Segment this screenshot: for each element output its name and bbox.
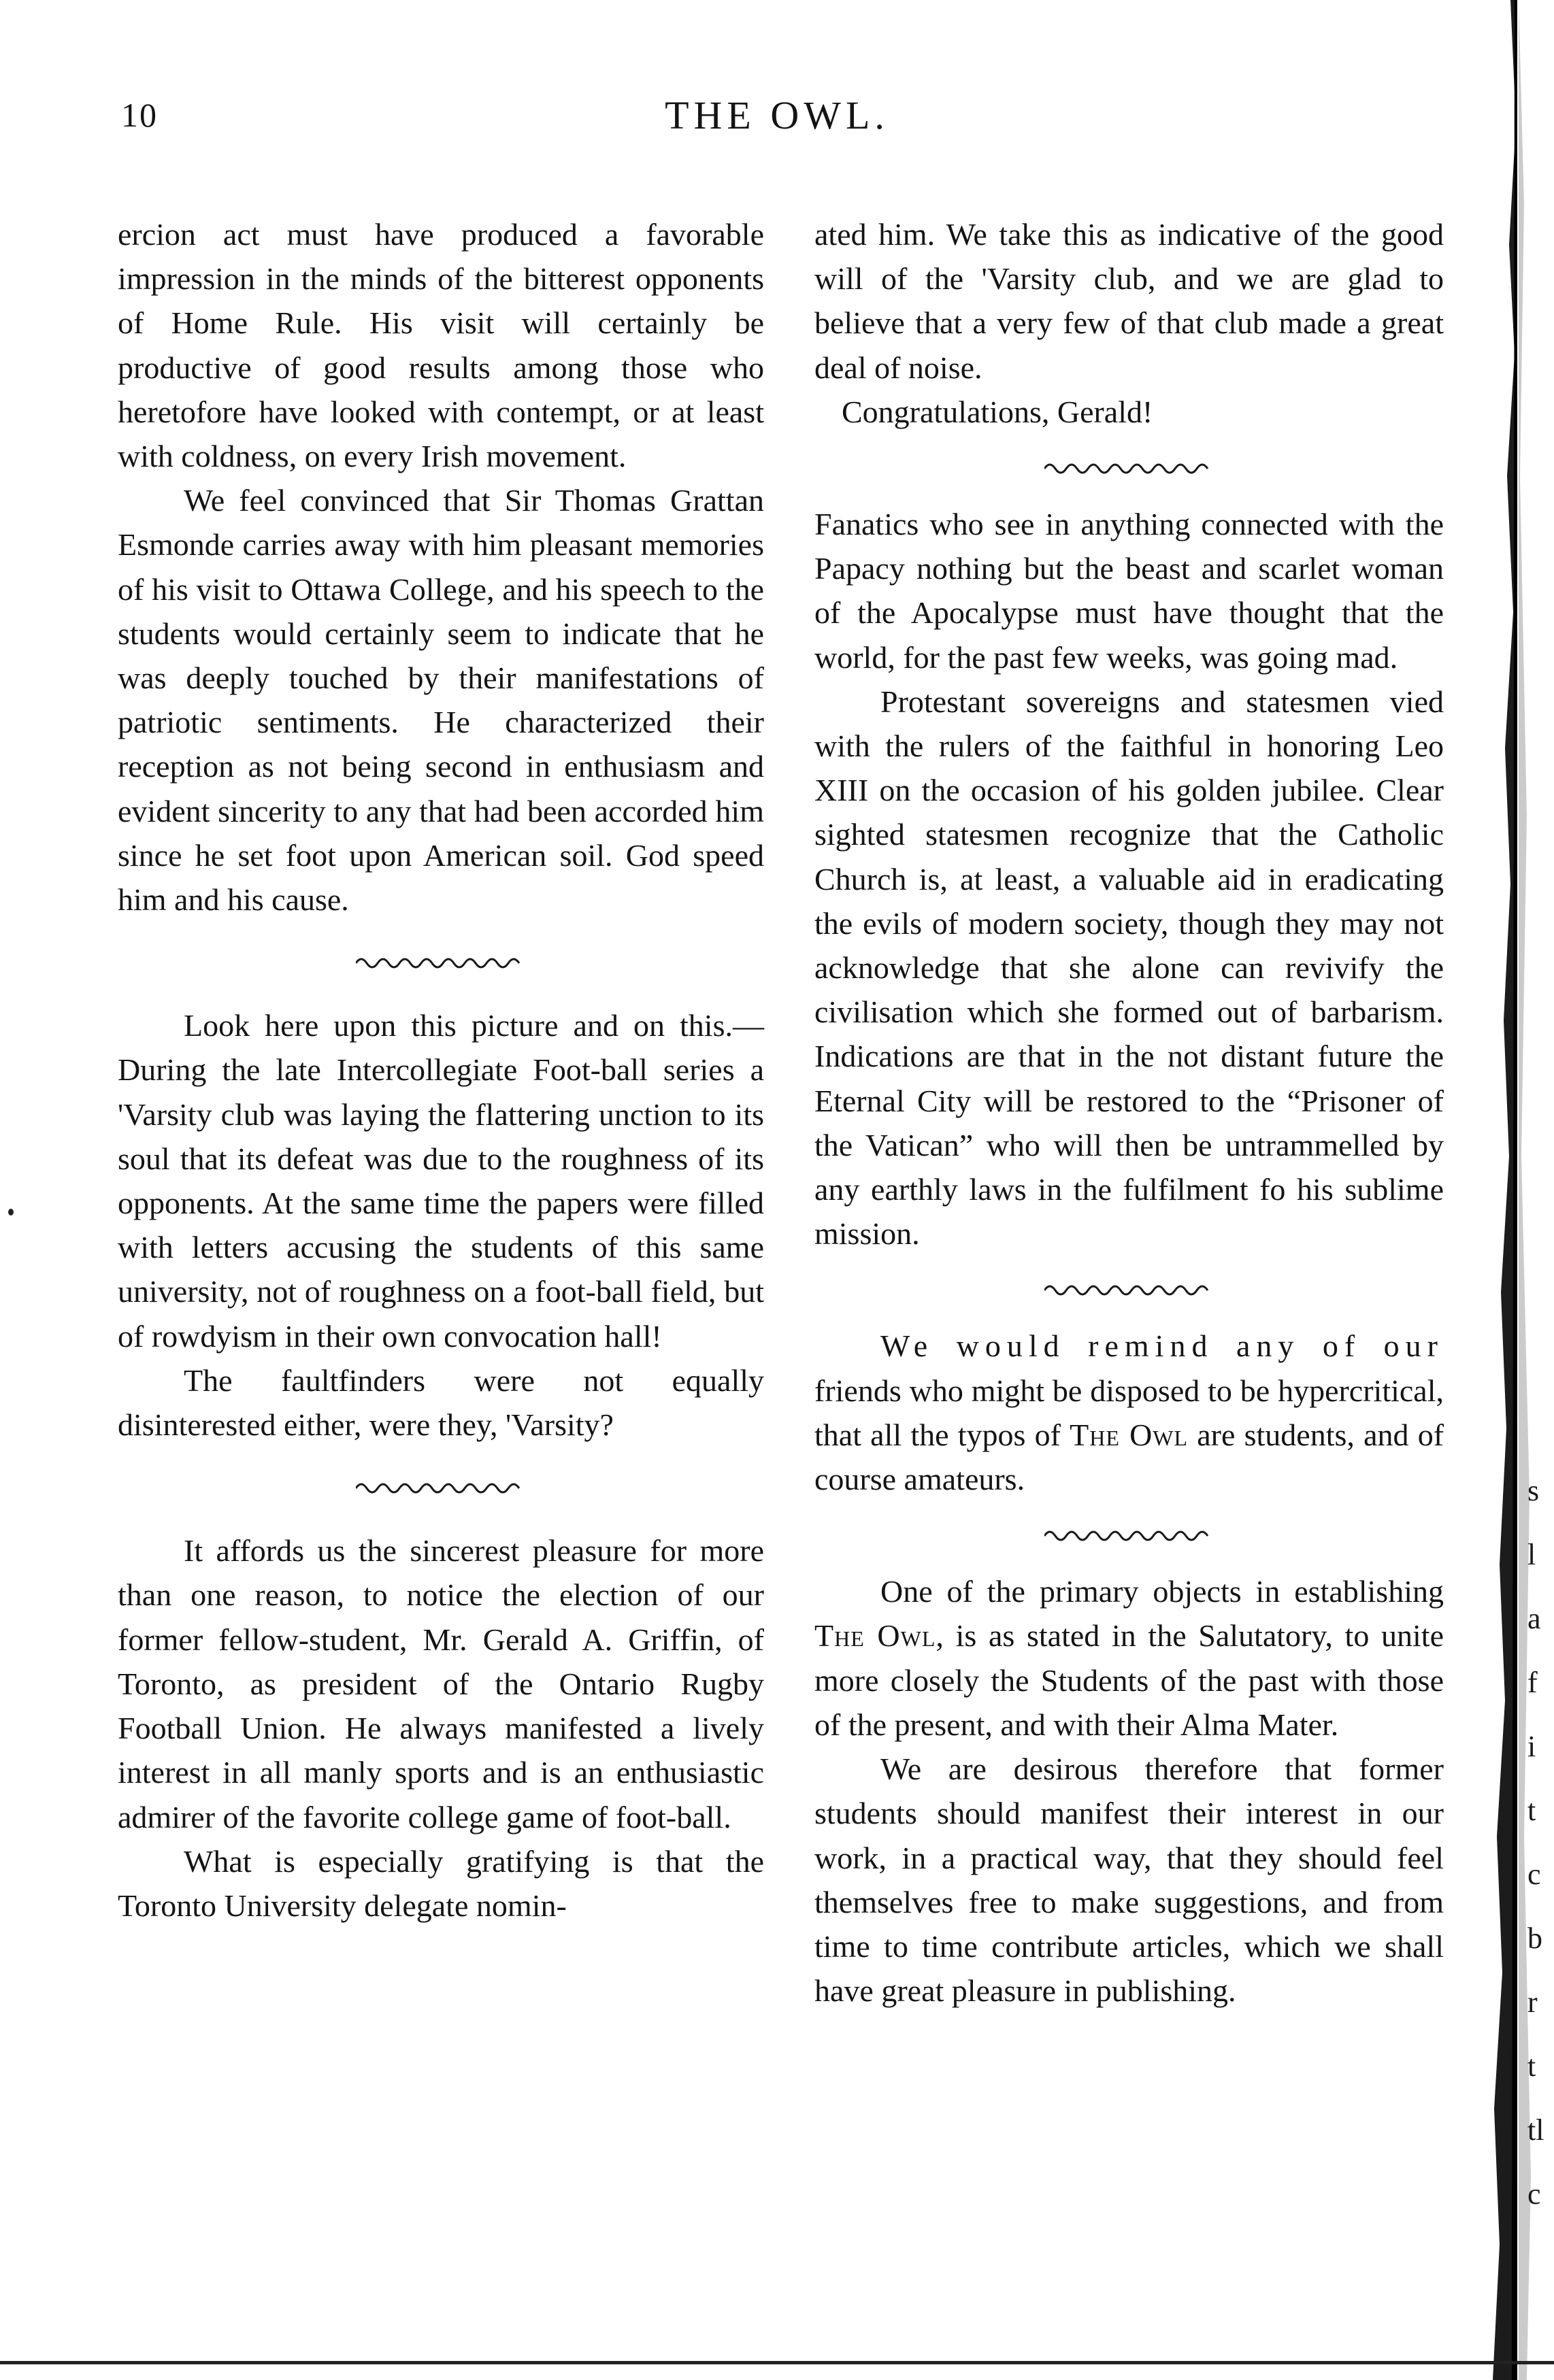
primary-objects-rest: , is as stated in the Salutatory, to unite more closely the Students of the past with those of the present, and with their Alma Mater. xyxy=(814,1618,1444,1742)
margin-fragment: r xyxy=(1527,1985,1538,2019)
paragraph-gerald-griffin: It affords us the sincerest pleasure for more than one reason, to notice the election of our former fellow-student, Mr. Gerald A. Griffin, of Toronto, as president of the Ontario Rugby Football Union. He always manifested a lively interest in all manly sports and is an enthusiastic admirer of the favorite college game of foot-ball. xyxy=(118,1533,764,1834)
wave-ornament-icon xyxy=(1044,1526,1214,1544)
ornament-divider xyxy=(814,1256,1444,1324)
margin-fragment: t xyxy=(1527,1794,1536,1827)
paragraph-varsity-goodwill: ated him. We take this as indicative of the good will of the 'Varsity club, and we are glad to believe that a very few of that club made a great deal of noise. xyxy=(814,217,1444,385)
right-column xyxy=(814,212,1444,2013)
primary-objects-start: One of the primary objects in establishing xyxy=(880,1574,1444,1609)
wave-ornament-icon xyxy=(356,1479,526,1496)
margin-fragment: f xyxy=(1527,1666,1538,1699)
margin-text-fragments xyxy=(1527,1459,1552,2226)
wave-ornament-icon xyxy=(1044,1281,1214,1298)
margin-fragment: t xyxy=(1527,2049,1536,2083)
ornament-divider xyxy=(118,922,764,1003)
ornament-divider xyxy=(118,1447,764,1528)
paragraph-former-students: We are desirous therefore that former students should manifest their interest in our work, in a practical way, that they should feel themselves free to make suggestions, and from time to time contribute articles, which we shall have great pleasure in publishing. xyxy=(814,1752,1444,2009)
margin-fragment: c xyxy=(1527,1858,1541,1891)
congratulations-line: Congratulations, Gerald! xyxy=(842,394,1153,429)
page-number: 10 xyxy=(121,96,158,134)
paragraph-sir-thomas-esmonde: We feel convinced that Sir Thomas Grattan Esmonde carries away with him pleasant memories of his visit to Ottawa College, and his speech to the students would certainly seem to indicate that he was deeply touched by their manifestations of patriotic sentiments. He characterized their reception as not being second in enthusiasm and evident sincerity to any that had been accorded him since he set foot upon American soil. God speed him and his cause. xyxy=(118,483,764,918)
typos-notice-lead: We would remind any of our xyxy=(880,1328,1444,1364)
margin-fragment: tl xyxy=(1527,2113,1544,2147)
paragraph-varsity-football: Look here upon this picture and on this.— During the late Intercollegiate Foot-ball series a 'Varsity club was laying the flattering unction to its soul that its defeat was due to the roughness of its opponents. At the same time the papers were filled with letters accusing the students of this same university, not of roughness on a foot-ball field, but of rowdyism in their own convocation hall! xyxy=(118,1008,764,1354)
ornament-divider xyxy=(814,434,1444,502)
paragraph-typos-notice xyxy=(814,1324,1444,1501)
paragraph-primary-objects xyxy=(814,1569,1444,1747)
typos-notice-body: friends who might be disposed to be hypercritical, that all the typos of xyxy=(814,1373,1444,1452)
paragraph-leo-xiii-jubilee: Protestant sovereigns and statesmen vied with the rulers of the faithful in honoring Leo XIII on the occasion of his golden jubilee. Clear sighted statesmen recognize that the Catholic Church is, at least, a valuable aid in eradicating the evils of modern society, though they may not acknowledge that she alone can revivify the civilisation which she formed out of barbarism. Indications are that in the not distant future the Eternal City will be restored to the “Prisoner of the Vatican” who will then be untrammelled by any earthly laws in the fulfilment fo his sublime mission. xyxy=(814,684,1444,1252)
typos-notice-end: are students, and of course amateurs. xyxy=(814,1417,1444,1497)
stray-ink-mark xyxy=(8,1209,14,1216)
owl-title-inline: The Owl xyxy=(814,1618,936,1654)
scan-bottom-rule xyxy=(0,2360,1554,2366)
left-column xyxy=(118,212,764,1928)
wave-ornament-icon xyxy=(1044,459,1214,477)
paragraph-home-rule-visit: ercion act must have produced a favorable impression in the minds of the bitterest opponents of Home Rule. His visit will certainly be productive of good results among those who heretofore have looked with contempt, or at least with coldness, on every Irish movement. xyxy=(118,217,764,474)
wave-ornament-icon xyxy=(356,954,526,971)
margin-fragment: i xyxy=(1527,1730,1536,1763)
owl-title-inline: The Owl xyxy=(1070,1417,1189,1452)
margin-fragment: c xyxy=(1527,2177,1541,2211)
margin-fragment: b xyxy=(1527,1922,1542,1955)
running-head-title: THE OWL. xyxy=(665,93,889,137)
margin-fragment: s xyxy=(1527,1474,1540,1507)
ornament-divider xyxy=(814,1501,1444,1569)
paragraph-faultfinders: The faultfinders were not equally disinterested either, were they, 'Varsity? xyxy=(118,1362,764,1443)
paragraph-toronto-delegate: What is especially gratifying is that the Toronto University delegate nomin- xyxy=(118,1843,764,1923)
paragraph-fanatics: Fanatics who see in anything connected with the Papacy nothing but the beast and scarlet woman of the Apocalypse must have thought that the world, for the past few weeks, was going mad. xyxy=(814,507,1444,675)
margin-fragment: l xyxy=(1527,1538,1536,1571)
margin-fragment: a xyxy=(1527,1602,1541,1635)
